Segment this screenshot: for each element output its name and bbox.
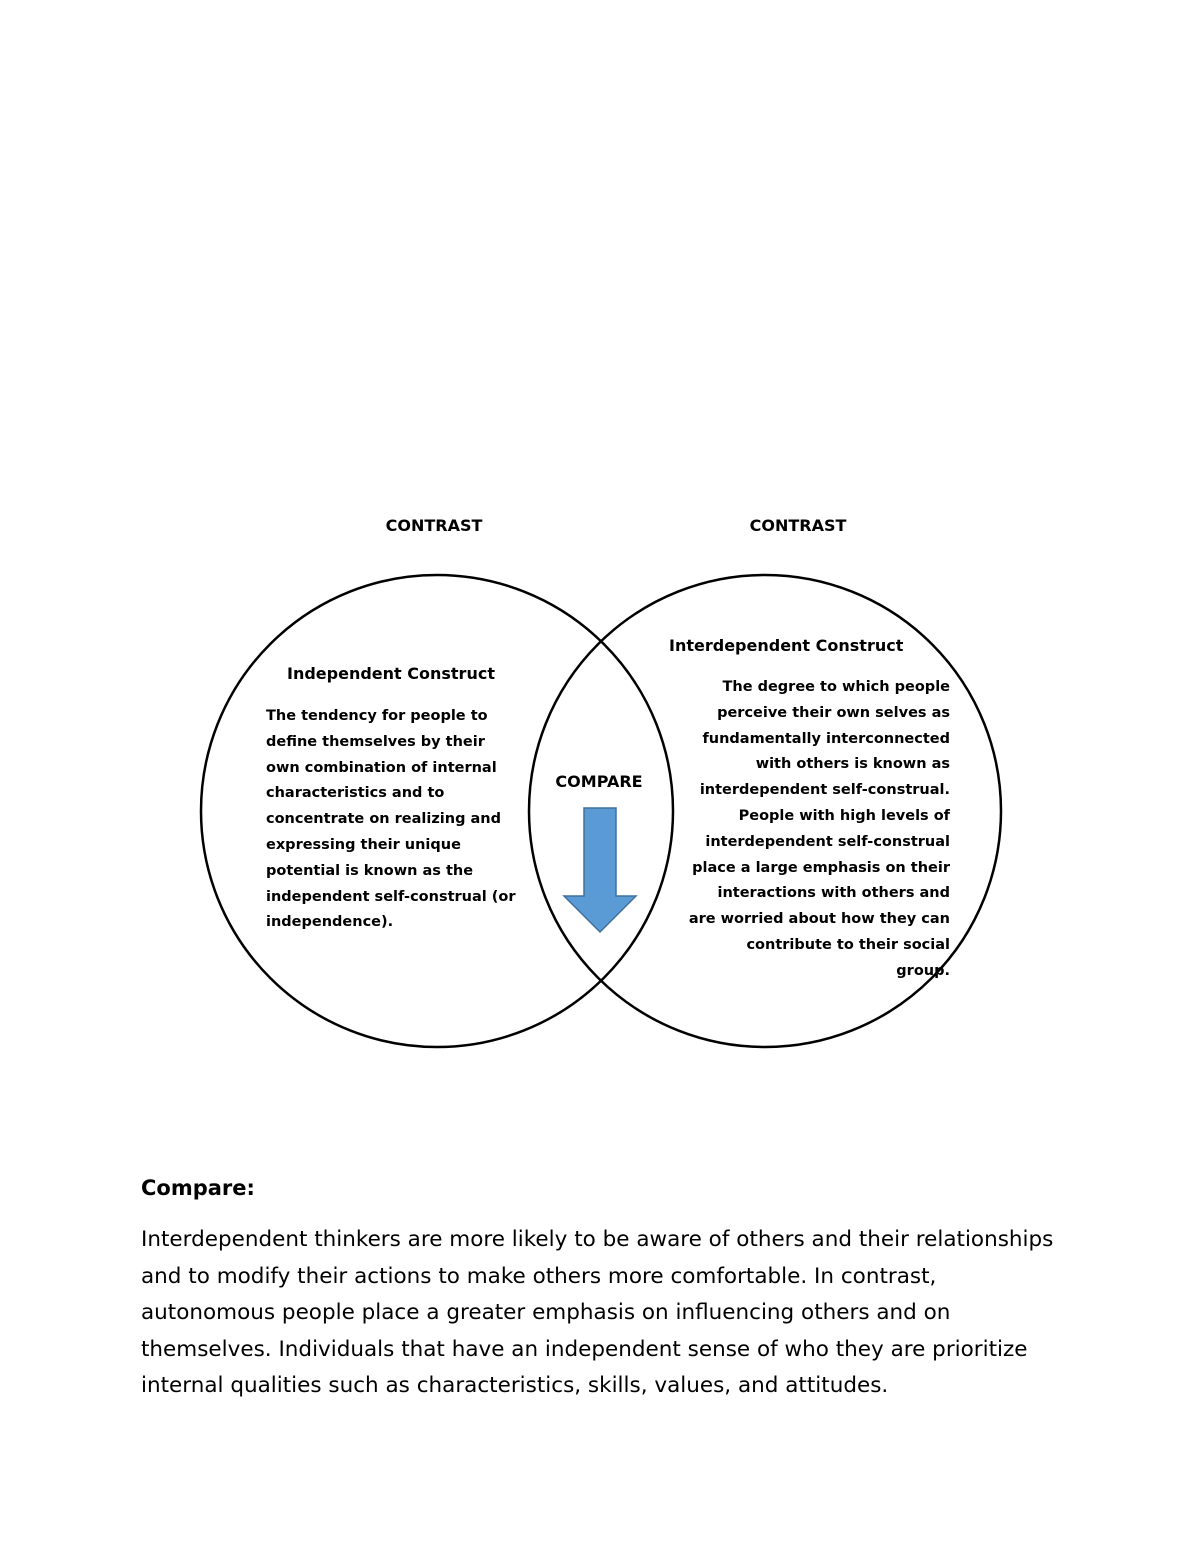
- compare-label: COMPARE: [555, 772, 643, 791]
- compare-paragraph: Interdependent thinkers are more likely to be aware of others and their relationships and to modify their actions to make others more comfortable. In contrast, autonomous people place a greater emphasis on influencing others and on themselves. Individuals that have an independent sense of who they are prioritize internal qualities such as characteristics, skills, values, and attitudes.: [141, 1227, 1054, 1398]
- interdependent-construct-title: Interdependent Construct: [669, 636, 904, 655]
- independent-construct-title: Independent Construct: [287, 664, 495, 683]
- contrast-label-left: CONTRAST: [385, 516, 483, 535]
- independent-construct-text: The tendency for people to define themselves by their own combination of internal characteristics and to concentrate on realizing and expressing their unique potential is known as the independent self-construal (or independence).: [266, 708, 516, 931]
- contrast-label-right: CONTRAST: [749, 516, 847, 535]
- down-arrow-icon: [564, 808, 636, 932]
- compare-heading: Compare:: [141, 1176, 255, 1200]
- interdependent-construct-text: The degree to which people perceive their own selves as fundamentally interconnected with others is known as interdependent self-construal. People with high levels of interdependent self-construal place a large emphasis on their interactions with others and are worried about how they can contribute to their social group.: [688, 679, 950, 979]
